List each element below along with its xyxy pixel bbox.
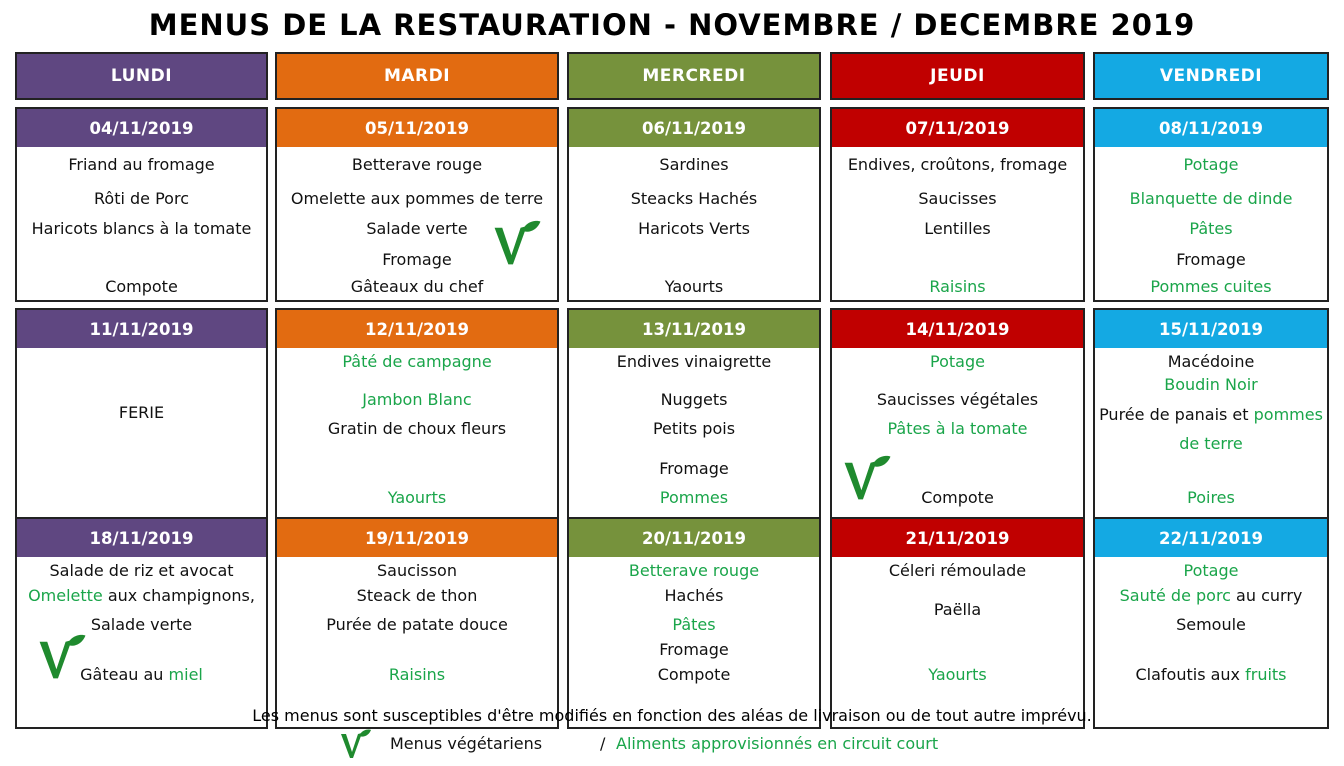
menu-cell [567, 557, 821, 729]
menu-item [277, 665, 557, 685]
menu-item [277, 488, 557, 508]
menu-item [832, 600, 1083, 620]
menu-item-text: de terre [1179, 434, 1243, 453]
menu-item [1095, 561, 1327, 581]
menu-item [277, 155, 557, 175]
menu-cell [1093, 348, 1329, 520]
menu-item [569, 219, 819, 239]
footer-note: Les menus sont susceptibles d'être modifiés en fonction des aléas de livraison ou de tout autre imprévu. [252, 706, 1092, 725]
menu-item [832, 219, 1083, 239]
menu-item-text: Fromage [659, 640, 729, 659]
menu-item-text: Pâtes [672, 615, 716, 634]
date-header: 13/11/2019 [567, 308, 821, 350]
menu-item-text: Potage [1183, 155, 1239, 174]
menu-item [832, 390, 1083, 410]
menu-item [1095, 155, 1327, 175]
menu-item-text: Omelette [28, 586, 103, 605]
menu-item [832, 189, 1083, 209]
menu-item-text: Fromage [659, 459, 729, 478]
legend-local: Aliments approvisionnés en circuit court [616, 734, 939, 753]
menu-item-text: Endives vinaigrette [616, 352, 772, 371]
menu-item-text: Gâteau au [80, 665, 169, 684]
menu-item-text: Paëlla [933, 600, 982, 619]
menu-item [1095, 277, 1327, 297]
vegetarian-leaf-icon [338, 728, 372, 760]
menu-item [17, 403, 266, 423]
menu-item [277, 189, 557, 209]
menu-item-text: Saucisson [377, 561, 457, 580]
menu-item-text: Steack de thon [356, 586, 478, 605]
menu-item-text: Fromage [382, 250, 452, 269]
vegetarian-leaf-icon [840, 452, 892, 504]
menu-item-text: Salade verte [90, 615, 193, 634]
day-header-mercredi: MERCREDI [567, 52, 821, 100]
menu-cell [1093, 147, 1329, 302]
menu-item-text: Lentilles [924, 219, 991, 238]
menu-item-text: Nuggets [660, 390, 728, 409]
menu-item-text: Fromage [1176, 250, 1246, 269]
menu-item-text: Saucisses végétales [876, 390, 1039, 409]
menu-cell [1093, 557, 1329, 729]
menu-item [569, 390, 819, 410]
date-header: 06/11/2019 [567, 107, 821, 149]
menu-item [277, 277, 557, 297]
date-header: 22/11/2019 [1093, 517, 1329, 559]
menu-item-text: Raisins [929, 277, 986, 296]
menu-item-text: Gratin de choux fleurs [327, 419, 507, 438]
menu-item-text: Pâté de campagne [342, 352, 492, 371]
menu-item [277, 586, 557, 606]
menu-item [569, 419, 819, 439]
menu-item [277, 419, 557, 439]
menu-item-text: Salade verte [366, 219, 468, 238]
menu-item [17, 586, 266, 606]
menu-item [277, 561, 557, 581]
menu-item-text: Rôti de Porc [94, 189, 189, 208]
menu-item [569, 615, 819, 635]
menu-item [832, 155, 1083, 175]
menu-cell [830, 147, 1085, 302]
menu-item [569, 586, 819, 606]
menu-item [1095, 586, 1327, 606]
menu-item [1095, 219, 1327, 239]
menu-item-text: Gâteaux du chef [350, 277, 484, 296]
menu-item-text: Yaourts [664, 277, 724, 296]
menu-item [1095, 250, 1327, 270]
menu-item-text-extra: miel [168, 665, 203, 684]
menu-item [832, 277, 1083, 297]
menu-cell [830, 348, 1085, 520]
menu-item [1095, 189, 1327, 209]
menu-item [569, 459, 819, 479]
menu-item [1095, 405, 1327, 425]
menu-item [17, 219, 266, 239]
menu-item [277, 390, 557, 410]
date-header: 07/11/2019 [830, 107, 1085, 149]
menu-item [832, 561, 1083, 581]
date-header: 04/11/2019 [15, 107, 268, 149]
menu-item-text: Purée de panais et [1099, 405, 1254, 424]
menu-cell [275, 348, 559, 520]
day-header-vendredi: VENDREDI [1093, 52, 1329, 100]
menu-item-text: Raisins [388, 665, 446, 684]
menu-item-text: Friand au fromage [68, 155, 215, 174]
menu-cell [275, 147, 559, 302]
menu-item-text: Betterave rouge [351, 155, 483, 174]
menu-item-text-extra: pommes [1253, 405, 1323, 424]
menu-item-text: Salade de riz et avocat [49, 561, 234, 580]
vegetarian-leaf-icon [490, 217, 542, 269]
menu-item [569, 155, 819, 175]
date-header: 11/11/2019 [15, 308, 268, 350]
menu-item-text: Hachés [664, 586, 724, 605]
date-header: 14/11/2019 [830, 308, 1085, 350]
menu-cell [275, 557, 559, 729]
menu-item-text: Semoule [1176, 615, 1246, 634]
menu-item-text-extra: au curry [1230, 586, 1303, 605]
day-header-lundi: LUNDI [15, 52, 268, 100]
menu-item-text: Purée de patate douce [326, 615, 508, 634]
menu-item-text: Steacks Hachés [630, 189, 758, 208]
menu-item-text: Omelette aux pommes de terre [290, 189, 544, 208]
menu-item-text: Sauté de porc [1119, 586, 1231, 605]
date-header: 21/11/2019 [830, 517, 1085, 559]
menu-item-text: Pâtes à la tomate [887, 419, 1028, 438]
menu-item-text: Potage [1183, 561, 1239, 580]
menu-item-text: Betterave rouge [628, 561, 760, 580]
date-header: 15/11/2019 [1093, 308, 1329, 350]
menu-item-text: FERIE [118, 403, 165, 422]
menu-item [832, 419, 1083, 439]
menu-cell [15, 348, 268, 520]
menu-item [277, 352, 557, 372]
menu-item-text: Saucisses [918, 189, 997, 208]
menu-item [1095, 375, 1327, 395]
menu-item-text: Macédoine [1167, 352, 1255, 371]
menu-item-text: Jambon Blanc [362, 390, 472, 409]
menu-item-text: Yaourts [928, 665, 987, 684]
page-title: MENUS DE LA RESTAURATION - NOVEMBRE / DECEMBRE 2019 [148, 8, 1196, 42]
menu-item-text: Sardines [659, 155, 729, 174]
menu-item [1095, 665, 1327, 685]
menu-item-text: Pâtes [1189, 219, 1233, 238]
menu-cell [567, 348, 821, 520]
menu-item [17, 277, 266, 297]
menu-item [569, 189, 819, 209]
menu-item-text-extra: fruits [1245, 665, 1287, 684]
menu-cell [15, 147, 268, 302]
menu-item [1095, 615, 1327, 635]
menu-item-text: Petits pois [652, 419, 736, 438]
menu-item [569, 488, 819, 508]
menu-item-text: Compote [657, 665, 731, 684]
vegetarian-leaf-icon [35, 631, 87, 683]
date-header: 18/11/2019 [15, 517, 268, 559]
date-header: 20/11/2019 [567, 517, 821, 559]
menu-item-text: Clafoutis aux [1135, 665, 1246, 684]
legend-separator: / [600, 734, 606, 753]
menu-item [17, 155, 266, 175]
date-header: 08/11/2019 [1093, 107, 1329, 149]
menu-item [277, 615, 557, 635]
menu-cell [567, 147, 821, 302]
date-header: 05/11/2019 [275, 107, 559, 149]
menu-item [569, 277, 819, 297]
menu-item [569, 665, 819, 685]
menu-item-text: Boudin Noir [1164, 375, 1258, 394]
menu-item [17, 189, 266, 209]
menu-item-text: Haricots Verts [638, 219, 750, 238]
menu-item-text: Compote [921, 488, 994, 507]
day-header-jeudi: JEUDI [830, 52, 1085, 100]
menu-item [832, 665, 1083, 685]
menu-item-text: Pommes cuites [1150, 277, 1272, 296]
menu-item [569, 561, 819, 581]
menu-cell [830, 557, 1085, 729]
date-header: 19/11/2019 [275, 517, 559, 559]
menu-item-text: Yaourts [387, 488, 447, 507]
menu-cell [15, 557, 268, 729]
menu-item [569, 640, 819, 660]
menu-item [569, 352, 819, 372]
menu-item [832, 352, 1083, 372]
menu-item [17, 561, 266, 581]
menu-item [1095, 488, 1327, 508]
menu-item-text: Poires [1187, 488, 1235, 507]
menu-item-text-extra: aux champignons, [102, 586, 255, 605]
menu-item-text: Haricots blancs à la tomate [31, 219, 252, 238]
menu-item-text: Potage [930, 352, 985, 371]
menu-item-text: Céleri rémoulade [888, 561, 1027, 580]
menu-item [1095, 352, 1327, 372]
menu-item [1095, 434, 1327, 454]
legend-vegetarian: Menus végétariens [390, 734, 543, 753]
date-header: 12/11/2019 [275, 308, 559, 350]
menu-item-text: Pommes [659, 488, 729, 507]
menu-item-text: Blanquette de dinde [1129, 189, 1293, 208]
menu-item-text: Compote [105, 277, 178, 296]
day-header-mardi: MARDI [275, 52, 559, 100]
menu-item-text: Endives, croûtons, fromage [847, 155, 1068, 174]
